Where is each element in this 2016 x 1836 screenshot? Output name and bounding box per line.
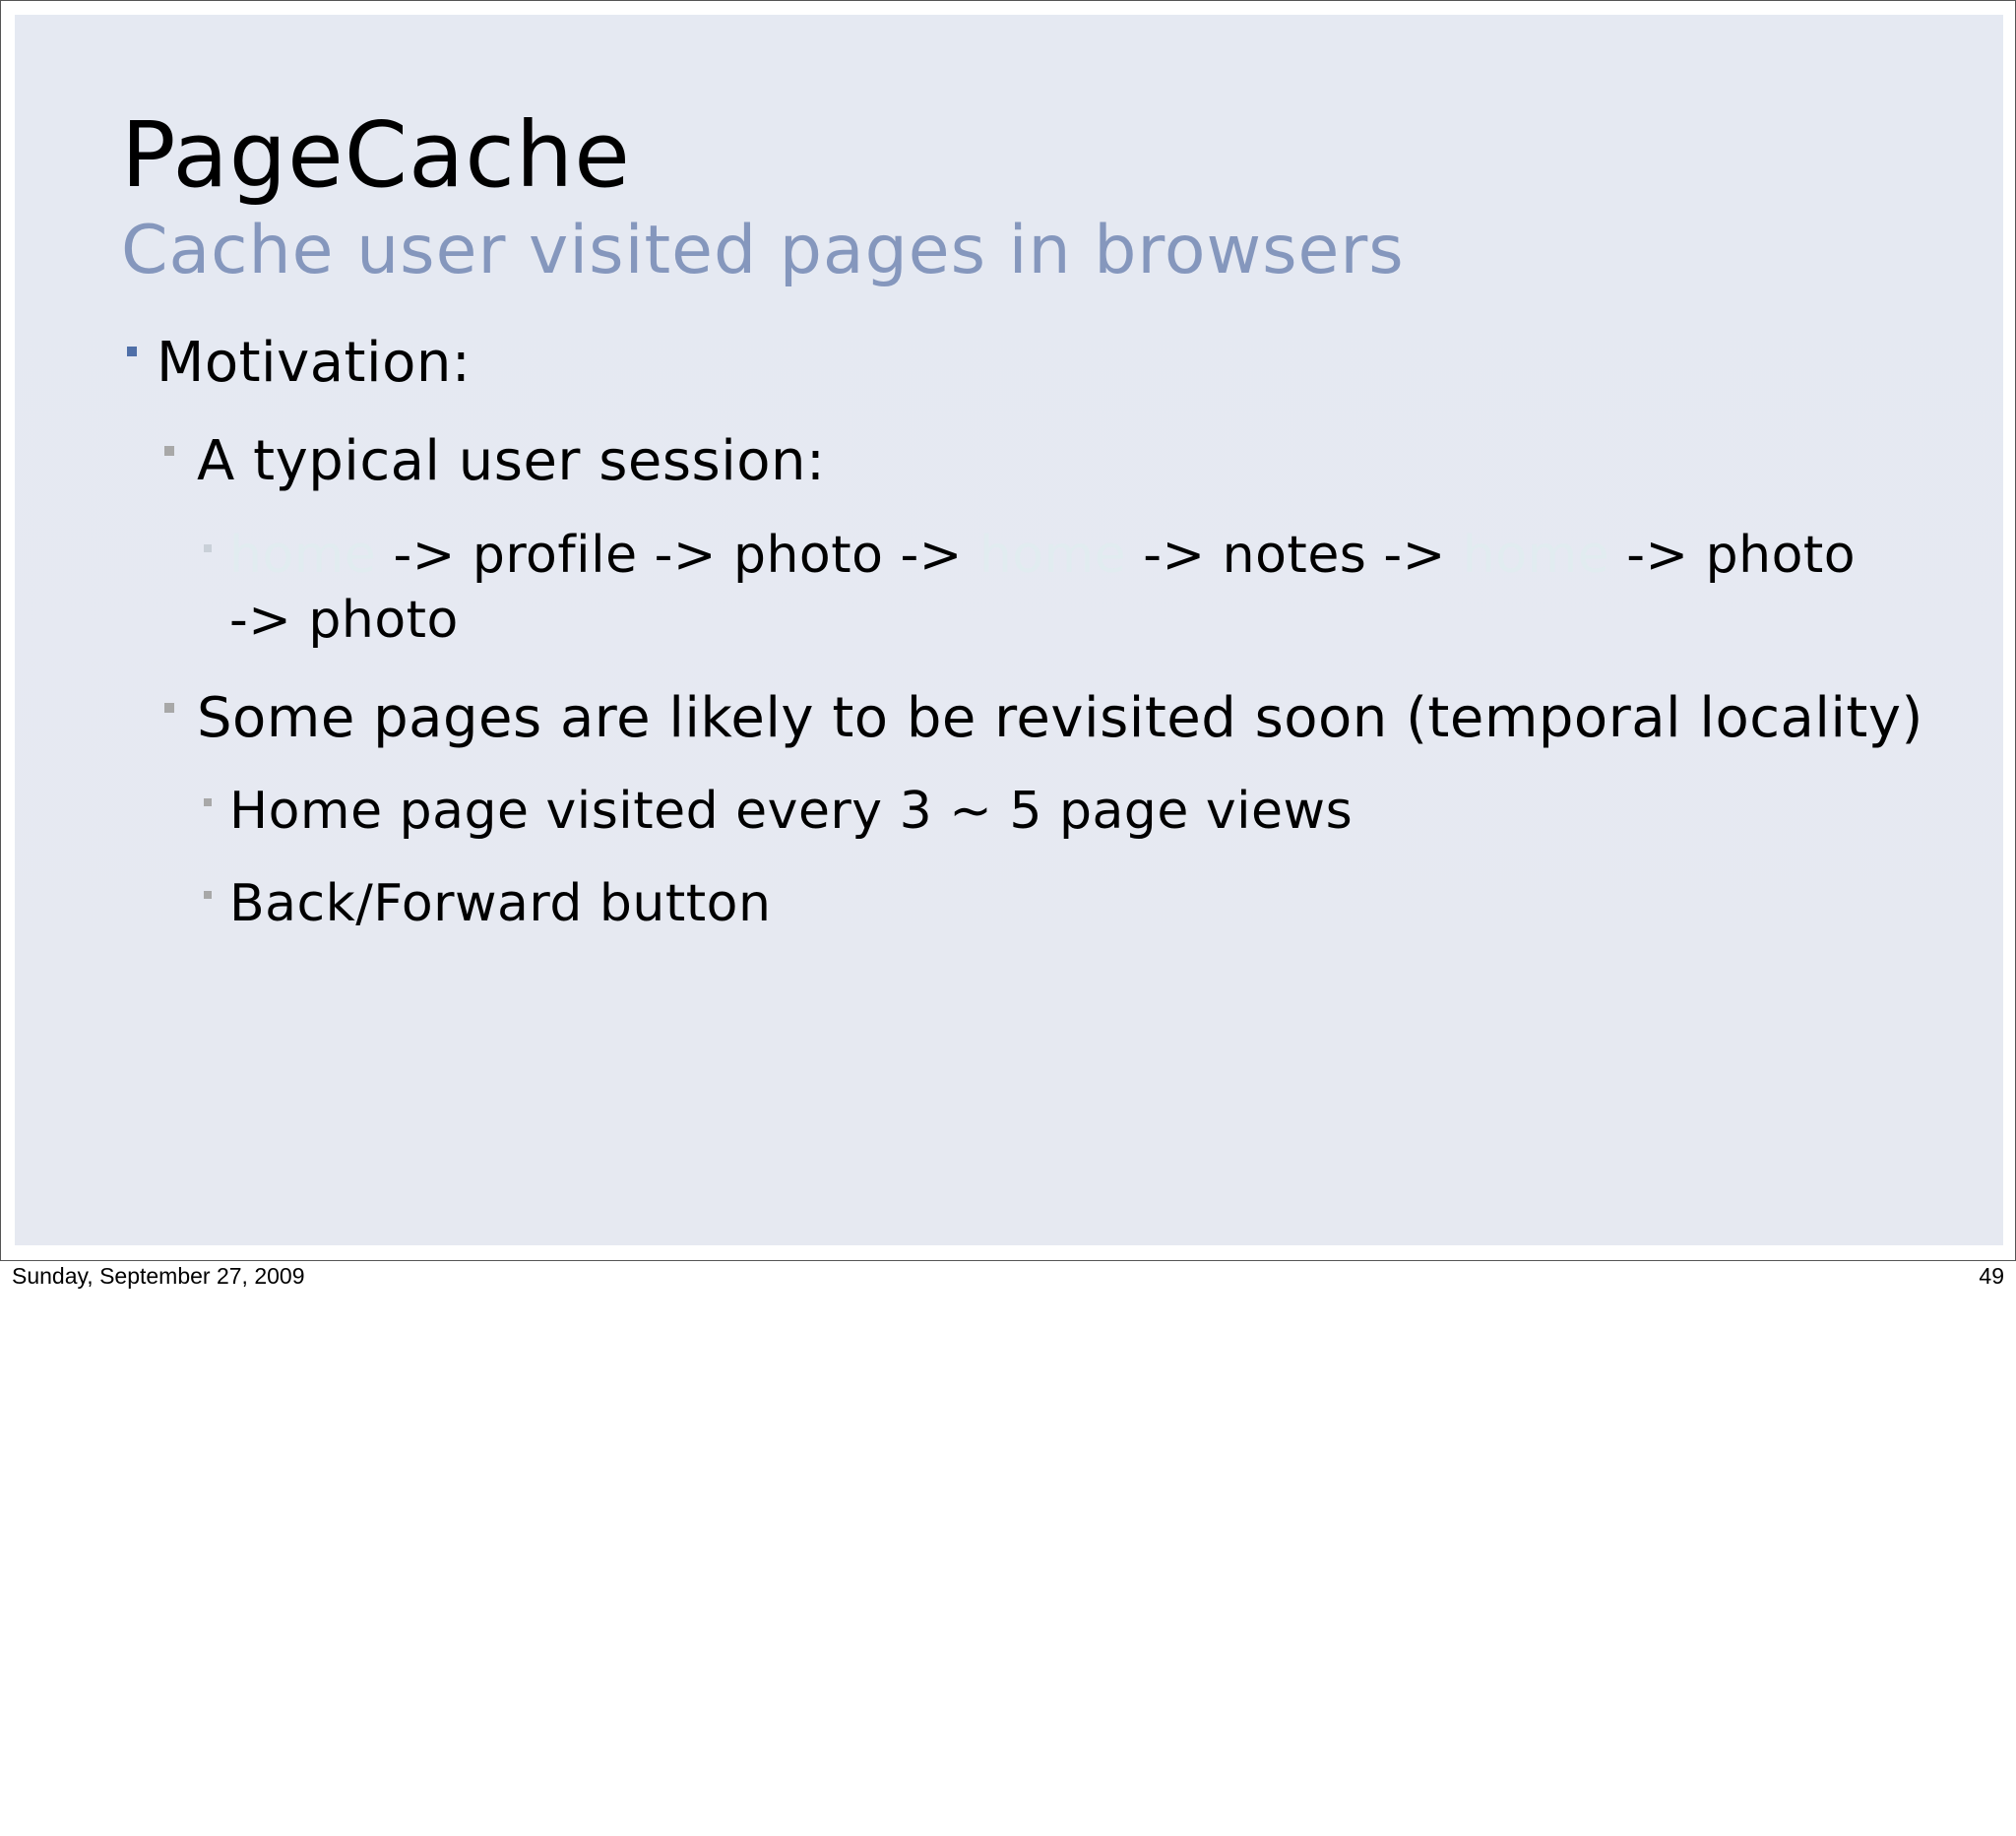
bullet-square-icon — [127, 347, 137, 356]
flow-home-1: home — [229, 526, 377, 585]
slide-title: PageCache — [121, 102, 631, 208]
flow-home-3: home — [1462, 526, 1610, 585]
slide-subtitle: Cache user visited pages in browsers — [121, 212, 1405, 289]
bullet-square-icon — [204, 798, 212, 806]
bullet-session: A typical user session: — [197, 429, 826, 493]
footer-page-number: 49 — [1979, 1263, 2004, 1289]
bullet-square-icon — [164, 703, 174, 713]
bullet-session-flow — [229, 523, 1962, 590]
bullet-square-icon — [204, 891, 212, 899]
flow-segment-1: -> profile -> photo -> — [376, 526, 979, 585]
flow-segment-2: -> notes -> — [1126, 526, 1463, 585]
bullet-home-page: Home page visited every 3 ~ 5 page views — [229, 782, 1354, 841]
bullet-square-icon — [204, 544, 212, 552]
bullet-session-flow-line2: -> photo — [229, 591, 459, 650]
flow-home-2: home — [978, 526, 1127, 585]
slide — [15, 15, 2003, 1245]
bullet-revisit: Some pages are likely to be revisited soon (temporal locality) — [197, 686, 1923, 750]
bullet-square-icon — [164, 446, 174, 456]
bullet-back-forward: Back/Forward button — [229, 874, 772, 933]
flow-segment-3: -> photo — [1609, 526, 1857, 585]
footer-date: Sunday, September 27, 2009 — [12, 1263, 305, 1289]
bullet-motivation: Motivation: — [157, 331, 472, 395]
